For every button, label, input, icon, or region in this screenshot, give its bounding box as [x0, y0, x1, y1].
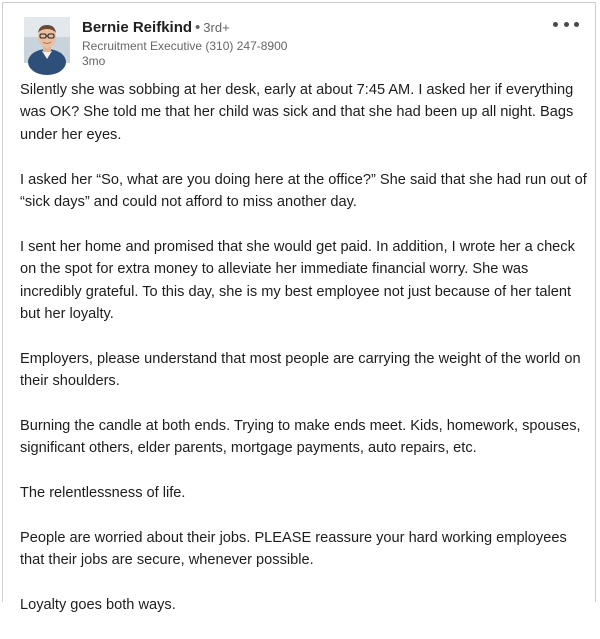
more-dot	[553, 22, 558, 27]
post-card	[2, 2, 596, 614]
post-paragraph: Employers, please understand that most people are carrying the weight of the world on their shoulders.	[20, 350, 581, 390]
separator-dot: •	[195, 19, 201, 36]
author-name[interactable]: Bernie Reifkind	[82, 19, 193, 36]
post-paragraph: Loyalty goes both ways.	[20, 597, 176, 614]
post-body	[20, 79, 590, 639]
post-paragraph: People are worried about their jobs. PLEASE reassure your hard working employees that their jobs are secure, whenever possible.	[20, 530, 567, 569]
post-header	[3, 3, 595, 73]
connection-degree: 3rd+	[203, 20, 230, 35]
person-photo-icon	[24, 17, 70, 63]
post-paragraph: The relentlessness of life.	[20, 485, 186, 502]
post-timestamp: 3mo	[82, 54, 106, 68]
post-paragraph: I sent her home and promised that she would get paid. In addition, I wrote her a check on the spot for extra money to alleviate her immediate financial worry. She was incredibly grateful. To this day, she is my best employee not just because of her talent but her loyalty.	[20, 238, 575, 323]
author-avatar[interactable]	[24, 17, 70, 63]
author-headline: Recruitment Executive (310) 247-8900	[82, 39, 288, 53]
more-dot	[564, 22, 569, 27]
more-dot	[574, 22, 579, 27]
post-paragraph: Burning the candle at both ends. Trying to make ends meet. Kids, homework, spouses, significant others, elder parents, mortgage payments, auto repairs, etc.	[20, 418, 581, 457]
post-paragraph: I asked her “So, what are you doing here at the office?” She said that she had run out of “sick days” and could not afford to miss another day.	[20, 171, 587, 211]
author-name-line	[82, 19, 230, 37]
post-paragraph: Silently she was sobbing at her desk, early at about 7:45 AM. I asked her if everything was OK? She told me that her child was sick and that she had been up all night. Bags under her eyes.	[20, 82, 574, 143]
more-options-icon[interactable]	[553, 16, 579, 32]
